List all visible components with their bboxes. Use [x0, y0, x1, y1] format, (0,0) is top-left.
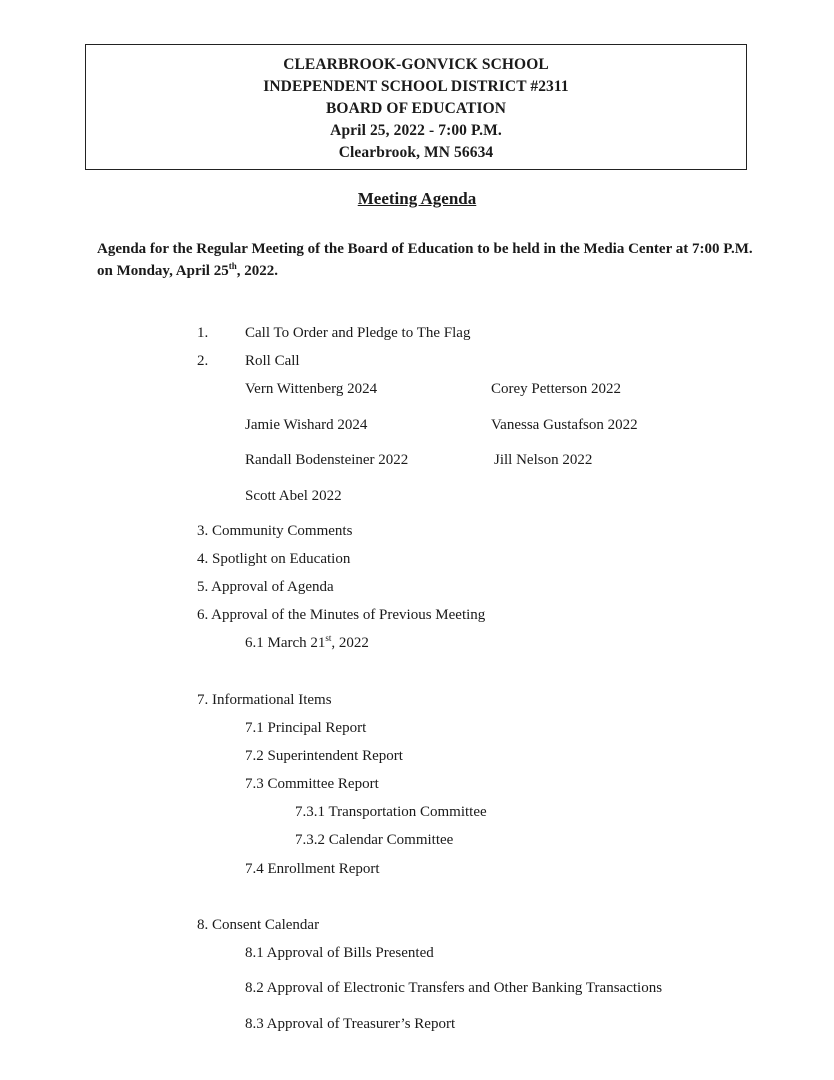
item-8: 8. Consent Calendar: [197, 917, 320, 933]
item-7-3-2: 7.3.2 Calendar Committee: [295, 832, 454, 848]
item-6-1-superscript: st: [325, 633, 332, 643]
item-6-1-text: 6.1 March 21: [245, 635, 326, 651]
item-1-number: 1.: [197, 325, 209, 341]
intro-superscript: th: [228, 261, 237, 271]
item-7-3: 7.3 Committee Report: [245, 776, 379, 792]
item-8-1: 8.1 Approval of Bills Presented: [245, 945, 434, 961]
item-8-2: 8.2 Approval of Electronic Transfers and Other Banking Transactions: [245, 980, 663, 996]
roll-member: Vern Wittenberg 2024: [245, 381, 378, 397]
item-7: 7. Informational Items: [197, 692, 332, 708]
item-6-1: [245, 634, 369, 652]
item-7-3-1: 7.3.1 Transportation Committee: [295, 804, 487, 820]
roll-member: Corey Petterson 2022: [491, 381, 621, 397]
page-title: Meeting Agenda: [357, 189, 477, 208]
item-6: 6. Approval of the Minutes of Previous Meeting: [197, 607, 486, 623]
item-5: 5. Approval of Agenda: [197, 579, 334, 595]
letterhead-box: [85, 44, 747, 170]
roll-member: Randall Bodensteiner 2022: [245, 452, 409, 468]
board-name: BOARD OF EDUCATION: [325, 100, 507, 117]
school-name: CLEARBROOK-GONVICK SCHOOL: [283, 56, 549, 73]
item-4: 4. Spotlight on Education: [197, 551, 351, 567]
roll-member: Scott Abel 2022: [245, 488, 342, 504]
item-7-4: 7.4 Enrollment Report: [245, 861, 380, 877]
item-2-number: 2.: [197, 353, 209, 369]
intro-text: Agenda for the Regular Meeting of the Board of Education to be held in the Media Center at 7:00 P.M. on Monday, April 25: [97, 241, 753, 279]
roll-member: Jamie Wishard 2024: [245, 417, 368, 433]
item-6-1-year: , 2022: [331, 635, 369, 651]
item-3: 3. Community Comments: [197, 523, 353, 539]
roll-member: Vanessa Gustafson 2022: [491, 417, 638, 433]
item-7-1: 7.1 Principal Report: [245, 720, 367, 736]
meeting-location: Clearbrook, MN 56634: [338, 144, 494, 161]
roll-member: Jill Nelson 2022: [494, 452, 593, 468]
item-7-2: 7.2 Superintendent Report: [245, 748, 403, 764]
meeting-date: April 25, 2022 - 7:00 P.M.: [330, 122, 502, 139]
agenda-intro: [97, 238, 757, 282]
intro-text-end: , 2022.: [236, 263, 278, 279]
item-8-3: 8.3 Approval of Treasurer’s Report: [245, 1016, 456, 1032]
item-2-text: Roll Call: [245, 353, 300, 369]
district-name: INDEPENDENT SCHOOL DISTRICT #2311: [263, 78, 569, 95]
item-1-text: Call To Order and Pledge to The Flag: [245, 325, 471, 341]
